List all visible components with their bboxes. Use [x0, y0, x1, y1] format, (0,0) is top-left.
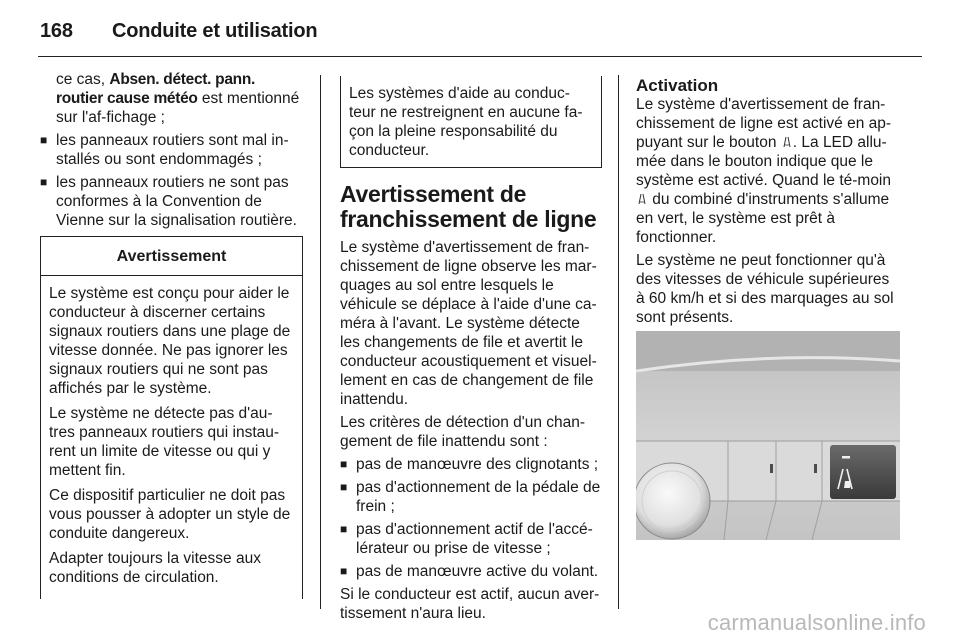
bullet-icon: ■: [340, 564, 348, 578]
list-item: ■ pas de manœuvre des clignotants ;: [340, 456, 599, 473]
activation-paragraph: Le système ne peut fonctionner qu'à des vitesses de véhicule supérieures à 60 km/h et si des marquages au sol sont présents.: [636, 252, 894, 326]
section-heading: Avertissement de franchissement de ligne: [340, 181, 597, 232]
bullet-icon: ■: [340, 457, 348, 471]
subsection-heading: Activation: [636, 76, 719, 95]
warning-box: [40, 236, 303, 599]
warning-paragraph: Ce dispositif particulier ne doit pas vous pousser à adopter un style de conduite dangereux.: [49, 487, 291, 542]
warning-paragraph: Adapter toujours la vitesse aux conditions de circulation.: [49, 550, 261, 586]
switch-panel-photo: [636, 331, 900, 540]
lane-departure-icon: [637, 193, 647, 205]
bullet-icon: ■: [340, 522, 348, 536]
warning-body: [41, 276, 303, 599]
page-header: [40, 20, 317, 43]
column-3: [636, 66, 902, 331]
header-rule: [38, 56, 922, 57]
lane-departure-icon: [782, 136, 792, 148]
body-paragraph: Les critères de détection d'un chan-gement de file inattendu sont :: [340, 414, 586, 450]
sign-conditions-list: [40, 131, 303, 230]
list-item: ■ pas de manœuvre active du volant.: [340, 563, 599, 580]
note-box: Les systèmes d'aide au conduc-teur ne restreignent en aucune fa-çon la pleine responsabilité du conducteur.: [340, 76, 602, 168]
column-2: [340, 76, 602, 627]
chapter-title: Conduite et utilisation: [112, 20, 318, 42]
list-item: ■ pas d'actionnement de la pédale de frein ;: [340, 479, 601, 515]
warning-title: Avertissement: [41, 237, 303, 276]
body-paragraph: Le système d'avertissement de fran-chissement de ligne observe les mar-quages au sol entre lesquels le véhicule se déplace à l'aide d'une ca-méra à l'avant. Le système détecte les changements de file et avertit le conducteur acoustiquement et visuel-lement en cas de changement de file inattendu.: [340, 239, 597, 408]
intro-paragraph: ce cas, Absen. détect. pann. routier cause météo est mentionné sur l'af-fichage ;: [56, 71, 300, 126]
display-message: Absen. détect. pann. routier cause météo: [56, 71, 256, 107]
warning-paragraph: Le système ne détecte pas d'au-tres panneaux routiers qui instau-rent un limite de vitesse ou qui y mettent fin.: [49, 405, 280, 479]
column-1: [40, 70, 303, 599]
page-number: 168: [40, 20, 73, 42]
bullet-icon: ■: [40, 175, 48, 189]
watermark: carmanualsonline.info: [707, 610, 926, 635]
column-divider-right: [618, 75, 619, 609]
column-divider-left: [320, 75, 321, 609]
list-item: ■ pas d'actionnement actif de l'accé-lérateur ou prise de vitesse ;: [340, 521, 593, 557]
list-item: ■ les panneaux routiers sont mal in-stallés ou sont endommagés ;: [40, 132, 289, 168]
warning-paragraph: Le système est conçu pour aider le conducteur à discerner certains signaux routiers dans une plage de vitesse donnée. Ne pas ignorer les signaux routiers qui ne sont pas affichés par le système.: [49, 285, 291, 397]
bullet-icon: ■: [40, 133, 48, 147]
detection-criteria-list: [340, 455, 602, 581]
bullet-icon: ■: [340, 480, 348, 494]
body-paragraph: Si le conducteur est actif, aucun aver-tissement n'aura lieu.: [340, 586, 600, 622]
activation-paragraph: Le système d'avertissement de fran-chissement de ligne est activé en ap-puyant sur le bouton . La LED allu-mée dans le bouton indique que le système est activé. Quand le té-moin du combiné d'instruments s'allume en vert, le système est prêt à fonctionner.: [636, 96, 892, 246]
list-item: ■ les panneaux routiers ne sont pas conformes à la Convention de Vienne sur la signalisation routière.: [40, 174, 297, 229]
